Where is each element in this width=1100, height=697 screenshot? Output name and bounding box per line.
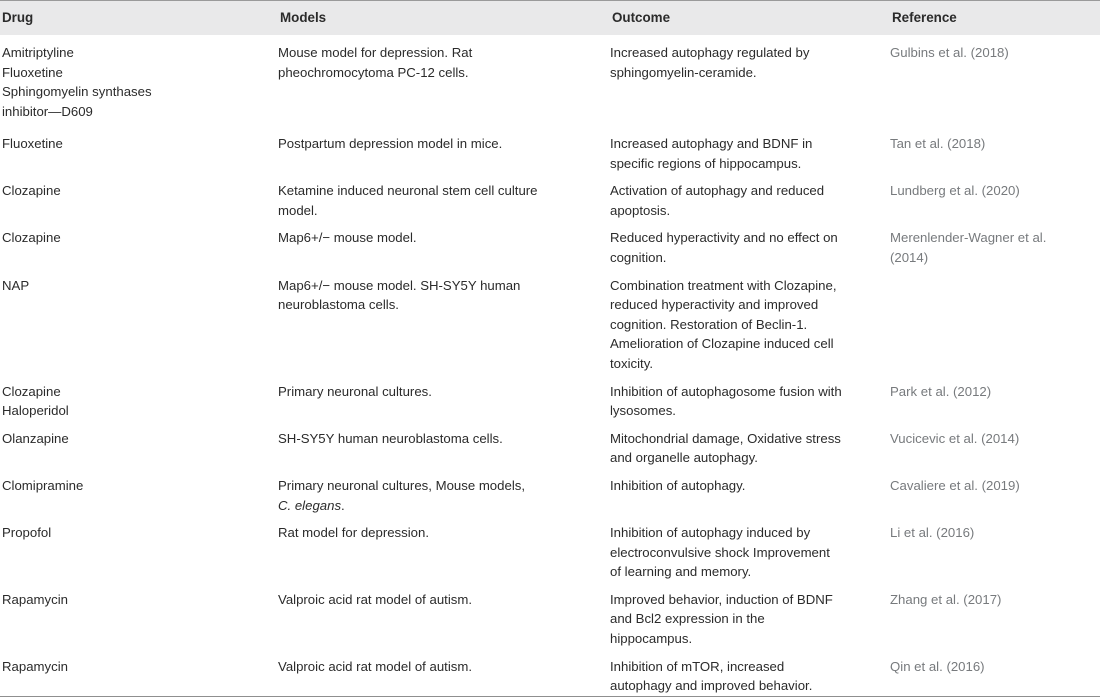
drug-line: Amitriptyline xyxy=(2,45,74,60)
models-line: Primary neuronal cultures. xyxy=(278,383,432,399)
table-row xyxy=(0,649,1100,697)
header-drug: Drug xyxy=(2,10,34,26)
reference-line: Park et al. (2012) xyxy=(890,383,992,399)
reference-cell xyxy=(890,35,1100,126)
drug-cell xyxy=(0,421,278,468)
outcome-line: and Bcl2 expression in the xyxy=(610,611,765,627)
outcome-line: Increased autophagy and BDNF in xyxy=(610,136,813,151)
outcome-cell xyxy=(610,268,890,374)
models-line: Ketamine induced neuronal stem cell culture xyxy=(278,183,538,199)
models-line: Valproic acid rat model of autism. xyxy=(278,591,472,607)
reference-line: Qin et al. (2016) xyxy=(890,658,985,674)
models-line: model. xyxy=(278,202,318,218)
drug-cell xyxy=(0,268,278,374)
outcome-cell xyxy=(610,220,890,267)
drug-cell xyxy=(0,173,278,220)
outcome-line: Inhibition of autophagy induced by xyxy=(610,525,811,541)
outcome-line: Inhibition of autophagosome fusion with xyxy=(610,383,842,399)
reference-cell xyxy=(890,468,1100,515)
models-line: neuroblastoma cells. xyxy=(278,297,399,313)
drug-line: Clomipramine xyxy=(2,477,84,493)
table-body xyxy=(0,35,1100,696)
outcome-line: toxicity. xyxy=(610,355,653,371)
outcome-line: Inhibition of mTOR, increased xyxy=(610,658,785,674)
reference-line: Li et al. (2016) xyxy=(890,525,975,541)
outcome-line: specific regions of hippocampus. xyxy=(610,155,802,171)
drug-cell xyxy=(0,468,278,515)
header-row xyxy=(0,1,1100,36)
reference-line: Lundberg et al. (2020) xyxy=(890,183,1020,199)
models-cell xyxy=(278,515,610,582)
outcome-line: lysosomes. xyxy=(610,403,676,419)
drug-line: Sphingomyelin synthases xyxy=(2,84,152,100)
reference-cell xyxy=(890,649,1100,697)
reference-cell xyxy=(890,374,1100,421)
header-outcome: Outcome xyxy=(612,10,671,26)
drug-line: Clozapine xyxy=(2,383,61,399)
reference-cell xyxy=(890,220,1100,267)
reference-line: Vucicevic et al. (2014) xyxy=(890,430,1020,446)
models-cell xyxy=(278,374,610,421)
outcome-line: cognition. Restoration of Beclin-1. xyxy=(610,316,808,332)
reference-line: Cavaliere et al. (2019) xyxy=(890,477,1020,493)
outcome-cell xyxy=(610,468,890,515)
outcome-line: reduced hyperactivity and improved xyxy=(610,297,819,313)
models-cell xyxy=(278,35,610,126)
outcome-cell xyxy=(610,126,890,173)
table-row xyxy=(0,421,1100,468)
models-cell xyxy=(278,126,610,173)
outcome-cell xyxy=(610,582,890,649)
outcome-cell xyxy=(610,649,890,697)
models-cell xyxy=(278,421,610,468)
reference-cell xyxy=(890,126,1100,173)
models-line: SH-SY5Y human neuroblastoma cells. xyxy=(278,430,503,446)
models-line-2 xyxy=(278,496,610,516)
outcome-line: Combination treatment with Clozapine, xyxy=(610,277,837,293)
outcome-line: of learning and memory. xyxy=(610,564,752,580)
reference-cell xyxy=(890,268,1100,374)
outcome-line: Mitochondrial damage, Oxidative stress xyxy=(610,430,841,446)
outcome-line: Improved behavior, induction of BDNF xyxy=(610,591,833,607)
models-cell xyxy=(278,220,610,267)
drug-cell xyxy=(0,374,278,421)
reference-line: Tan et al. (2018) xyxy=(890,136,986,151)
table-row xyxy=(0,374,1100,421)
drug-line: Rapamycin xyxy=(2,591,68,607)
outcome-line: sphingomyelin-ceramide. xyxy=(610,64,757,80)
models-line: pheochromocytoma PC-12 cells. xyxy=(278,64,469,80)
reference-cell xyxy=(890,173,1100,220)
outcome-line: electroconvulsive shock Improvement xyxy=(610,544,830,560)
drug-line: Haloperidol xyxy=(2,403,69,419)
models-line: Map6+/− mouse model. SH-SY5Y human xyxy=(278,277,521,293)
outcome-line: hippocampus. xyxy=(610,631,693,647)
reference-line: (2014) xyxy=(890,249,929,265)
species-tail: . xyxy=(341,497,345,513)
species-name: C. elegans xyxy=(278,497,342,513)
table-header xyxy=(0,1,1100,36)
reference-line: Zhang et al. (2017) xyxy=(890,591,1002,607)
models-line: Mouse model for depression. Rat xyxy=(278,45,473,60)
table-row xyxy=(0,268,1100,374)
drug-line: Fluoxetine xyxy=(2,136,63,151)
reference-line: Gulbins et al. (2018) xyxy=(890,45,1009,60)
models-cell xyxy=(278,173,610,220)
table-row xyxy=(0,468,1100,515)
models-line: Valproic acid rat model of autism. xyxy=(278,658,472,674)
outcome-line: autophagy and improved behavior. xyxy=(610,678,813,694)
drug-line: inhibitor—D609 xyxy=(2,103,93,119)
drug-cell xyxy=(0,220,278,267)
outcome-cell xyxy=(610,173,890,220)
drug-line: Clozapine xyxy=(2,183,61,199)
drug-line: Clozapine xyxy=(2,230,61,246)
drug-line: Olanzapine xyxy=(2,430,69,446)
outcome-line: Amelioration of Clozapine induced cell xyxy=(610,336,834,352)
table-row xyxy=(0,582,1100,649)
drug-line: Fluoxetine xyxy=(2,64,63,80)
reference-cell xyxy=(890,582,1100,649)
reference-cell xyxy=(890,421,1100,468)
table-row xyxy=(0,126,1100,173)
drug-cell xyxy=(0,649,278,697)
outcome-cell xyxy=(610,35,890,126)
reference-cell xyxy=(890,515,1100,582)
models-line: Map6+/− mouse model. xyxy=(278,230,417,246)
table-row xyxy=(0,220,1100,267)
header-reference: Reference xyxy=(892,10,957,26)
models-line: Postpartum depression model in mice. xyxy=(278,136,503,151)
drug-cell xyxy=(0,582,278,649)
table-row xyxy=(0,515,1100,582)
outcome-line: Activation of autophagy and reduced xyxy=(610,183,825,199)
outcome-line: cognition. xyxy=(610,249,667,265)
table-row xyxy=(0,173,1100,220)
drug-cell xyxy=(0,35,278,126)
drug-line: NAP xyxy=(2,277,30,293)
models-line: Rat model for depression. xyxy=(278,525,429,541)
reference-line: Merenlender-Wagner et al. xyxy=(890,230,1047,246)
outcome-line: apoptosis. xyxy=(610,202,671,218)
drug-line: Propofol xyxy=(2,525,52,541)
outcome-line: Reduced hyperactivity and no effect on xyxy=(610,230,838,246)
models-cell xyxy=(278,649,610,697)
outcome-cell xyxy=(610,421,890,468)
drug-cell xyxy=(0,126,278,173)
outcome-cell xyxy=(610,374,890,421)
outcome-line: Inhibition of autophagy. xyxy=(610,477,746,493)
drug-cell xyxy=(0,515,278,582)
table-row xyxy=(0,35,1100,126)
models-cell xyxy=(278,268,610,374)
outcome-line: and organelle autophagy. xyxy=(610,450,758,466)
models-line: Primary neuronal cultures, Mouse models, xyxy=(278,477,526,493)
header-models: Models xyxy=(280,10,327,26)
models-cell xyxy=(278,582,610,649)
outcome-line: Increased autophagy regulated by xyxy=(610,45,810,60)
outcome-cell xyxy=(610,515,890,582)
drug-line: Rapamycin xyxy=(2,658,68,674)
models-cell xyxy=(278,468,610,515)
